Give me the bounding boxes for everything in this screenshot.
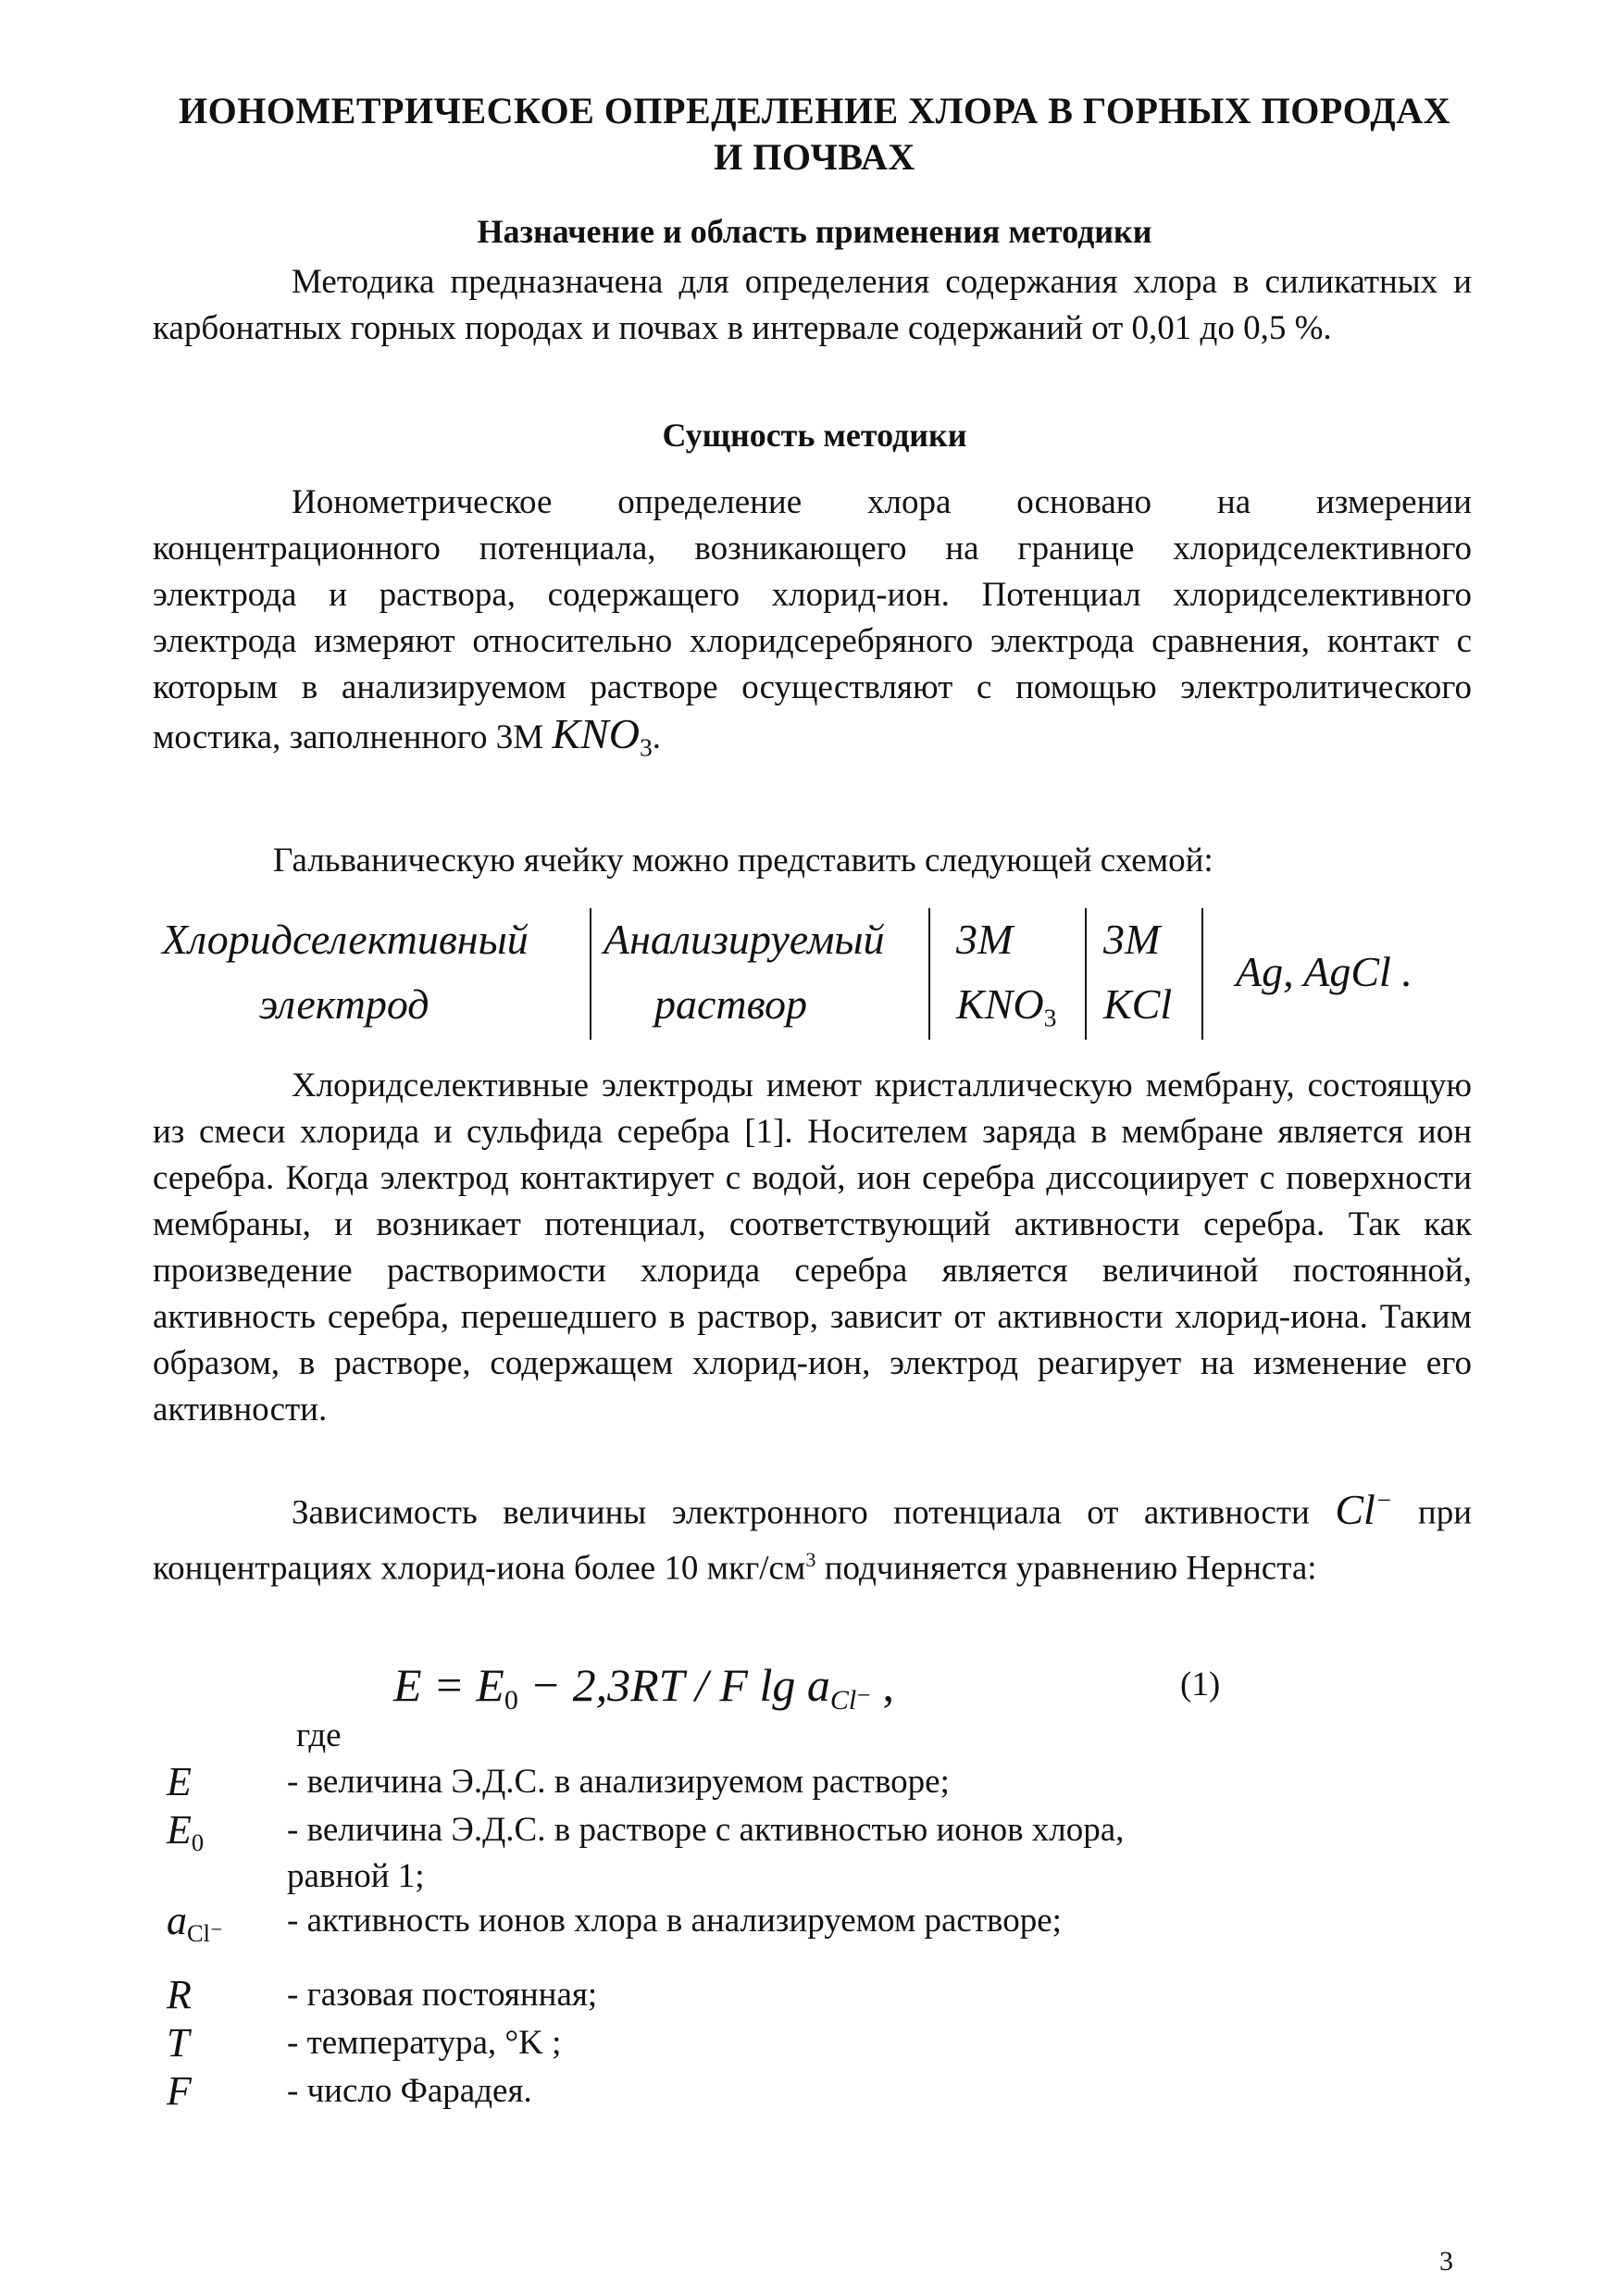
scheme-cell-solution-line1: Анализируемый bbox=[604, 916, 885, 963]
definition-f-base: F bbox=[167, 2068, 192, 2114]
definition-r-text: - газовая постоянная; bbox=[287, 1976, 598, 2014]
scheme-cell-electrode bbox=[162, 903, 569, 1042]
scheme-divider-2 bbox=[928, 908, 930, 1040]
definition-a-cl-base: a bbox=[167, 1898, 187, 1943]
scheme-cell-kcl-line1: 3M bbox=[1103, 916, 1161, 963]
scheme-cell-kno3-base: KNO bbox=[956, 980, 1044, 1028]
definition-e-base: E bbox=[167, 1759, 192, 1804]
kno3-formula bbox=[552, 710, 653, 762]
paragraph-nernst-part2: при концентрациях хлорид-иона более 10 мкг/см bbox=[153, 1493, 1472, 1587]
definition-f-symbol bbox=[167, 2068, 192, 2127]
definition-e0-sub: 0 bbox=[191, 1828, 205, 1856]
kno3-formula-sub: 3 bbox=[639, 732, 653, 762]
scheme-cell-solution-line2: раствор bbox=[654, 980, 807, 1028]
galvanic-cell-scheme bbox=[153, 903, 1476, 1042]
scheme-cell-electrode-line2: электрод bbox=[259, 980, 429, 1028]
cl-ion-base: Cl bbox=[1335, 1485, 1375, 1533]
equation-sub0: 0 bbox=[504, 1685, 518, 1716]
paragraph-essence-text: Ионометрическое определение хлора основано на измерении концентрационного потенциала, возникающего на границе хлоридселективного электрода и раствора, содержащего хлорид-ион. Потенциал хлоридселективного электрода измеряют относительно хлоридсеребряного электрода сравнения, контакт с которым в анализируемом растворе осуществляют с помощью электролитического мостика, заполненного 3М bbox=[153, 483, 1472, 756]
definition-f-text: - число Фарадея. bbox=[287, 2072, 532, 2110]
definition-e0-symbol bbox=[167, 1807, 204, 1866]
paragraph-nernst-part3: подчиняется уравнению Нернста: bbox=[824, 1548, 1317, 1587]
definition-a-cl-symbol bbox=[167, 1898, 223, 1956]
scheme-cell-kcl-line2: KCl bbox=[1103, 980, 1173, 1028]
paragraph-purpose-text: Методика предназначена для определения содержания хлора в силикатных и карбонатных горных породах и почвах в интервале содержаний от 0,01 до 0,5 %. bbox=[153, 263, 1472, 347]
page-number: 3 bbox=[1439, 2246, 1453, 2277]
definition-a-cl-text: - активность ионов хлора в анализируемом растворе; bbox=[287, 1902, 1062, 1940]
definition-r-base: R bbox=[167, 1972, 192, 2017]
section-heading-purpose: Назначение и область применения методики bbox=[477, 213, 1152, 250]
scheme-cell-kno3-line2 bbox=[956, 977, 1056, 1045]
nernst-equation bbox=[393, 1657, 894, 1728]
paragraph-essence bbox=[153, 480, 1472, 770]
scheme-intro-text: Гальваническую ячейку можно представить следующей схемой: bbox=[273, 842, 1214, 880]
scheme-divider-1 bbox=[590, 908, 591, 1040]
equation-rest: − 2,3RT / F lg a bbox=[517, 1659, 830, 1711]
paragraph-purpose bbox=[153, 259, 1472, 352]
scheme-cell-ag-agcl bbox=[1236, 903, 1476, 1042]
definition-t-text: - температура, °K ; bbox=[287, 2024, 562, 2062]
paragraph-membrane bbox=[153, 1063, 1472, 1433]
equation-comma: , bbox=[871, 1659, 895, 1711]
scheme-cell-kno3 bbox=[956, 903, 1067, 1042]
scheme-cell-solution bbox=[604, 903, 918, 1042]
definition-e0-base: E bbox=[167, 1807, 192, 1853]
cl-ion-sup: − bbox=[1375, 1485, 1393, 1514]
paragraph-nernst bbox=[153, 1477, 1472, 1591]
definition-t-base: T bbox=[167, 2020, 190, 2065]
where-label: где bbox=[296, 1716, 342, 1754]
paragraph-essence-end: . bbox=[652, 718, 662, 756]
definition-e0-text: - величина Э.Д.С. в растворе с активностью ионов хлора, равной 1; bbox=[287, 1811, 1125, 1895]
scheme-cell-ag-agcl-text: Ag, AgCl . bbox=[1236, 948, 1413, 995]
scheme-cell-kno3-sub: 3 bbox=[1043, 1003, 1057, 1032]
scheme-divider-4 bbox=[1201, 908, 1203, 1040]
scheme-cell-electrode-line1: Хлоридселективный bbox=[162, 916, 529, 963]
document-title-line1: ИОНОМЕТРИЧЕСКОЕ ОПРЕДЕЛЕНИЕ ХЛОРА В ГОРНЫХ ПОРОДАХ bbox=[178, 90, 1451, 131]
equation-main: E = E bbox=[393, 1659, 504, 1711]
cm3-sup: 3 bbox=[805, 1547, 816, 1571]
definition-e-text: - величина Э.Д.С. в анализируемом растворе; bbox=[287, 1763, 950, 1801]
scheme-divider-3 bbox=[1085, 908, 1087, 1040]
section-heading-essence: Сущность методики bbox=[662, 417, 967, 454]
paragraph-membrane-text: Хлоридселективные электроды имеют кристаллическую мембрану, состоящую из смеси хлорида и сульфида серебра [1]. Носителем заряда в мембране является ион серебра. Когда электрод контактирует с водой, ион серебра диссоциирует с поверхности мембраны, и возникает потенциал, соответствующий активности серебра. Так как произведение растворимости хлорида серебра является величиной постоянной, активность серебра, перешедшего в раствор, зависит от активности хлорид-иона. Таким образом, в растворе, содержащем хлорид-ион, электрод реагирует на изменение его активности. bbox=[153, 1067, 1472, 1429]
definition-a-cl-sub: Cl⁻ bbox=[187, 1918, 223, 1947]
cl-ion-symbol bbox=[1335, 1486, 1392, 1533]
kno3-formula-base: KNO bbox=[552, 710, 640, 757]
paragraph-scheme-intro bbox=[153, 838, 1472, 884]
equation-sub-cl: Cl⁻ bbox=[829, 1685, 872, 1716]
scheme-cell-kno3-line1: 3M bbox=[956, 916, 1014, 963]
document-title-line2: И ПОЧВАХ bbox=[714, 136, 915, 178]
paragraph-nernst-part1: Зависимость величины электронного потенциала от активности bbox=[292, 1493, 1310, 1532]
scheme-cell-kcl bbox=[1103, 903, 1196, 1042]
equation-number: (1) bbox=[1180, 1666, 1221, 1703]
